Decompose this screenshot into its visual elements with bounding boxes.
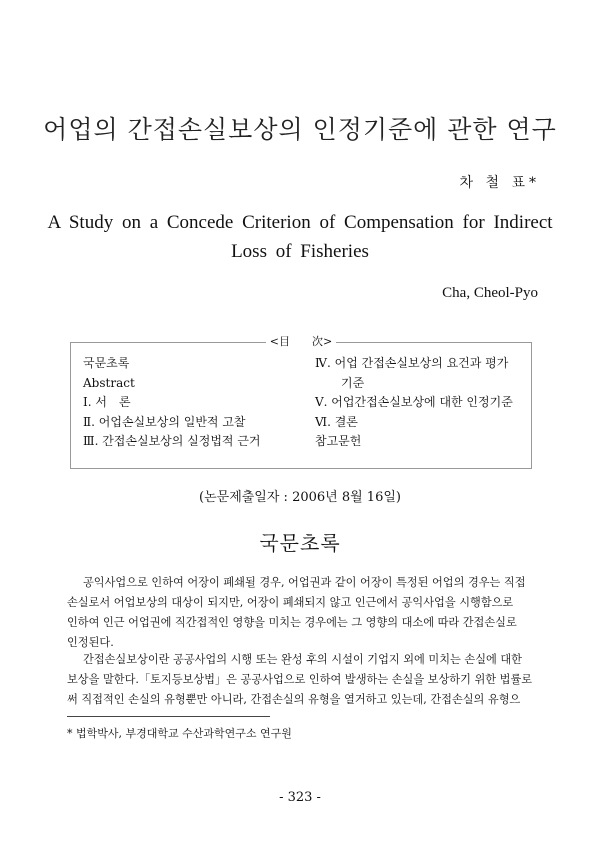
english-title-line-2: Loss of Fisheries [231,241,369,262]
toc-item: Ⅴ. 어업간접손실보상에 대한 인정기준 [315,395,513,409]
submission-date: (논문제출일자 : 2006년 8월 16일) [199,490,401,505]
toc-left-column [83,354,298,452]
toc-item: 참고문헌 [315,434,362,448]
toc-item: 국문초록 [83,356,130,370]
toc-item: Ⅲ. 간접손실보상의 실정법적 근거 [83,434,261,448]
text-line: 간접손실보상이란 공공사업의 시행 또는 완성 후의 시설이 기업지 외에 미치는 손실에 대한 [83,653,522,666]
page-number: - 323 - [279,790,321,805]
toc-item: Ⅳ. 어업 간접손실보상의 요건과 평가 [315,356,509,370]
text-line: 써 직접적인 손실의 유형뿐만 아니라, 간접손실의 유형을 열거하고 있는데, 간접손실의 유형으 [67,693,521,706]
text-line: 손실로서 어업보상의 대상이 되지만, 어장이 폐쇄되지 않고 인근에서 공익사업을 시행함으로 [67,596,514,609]
toc-item-continuation: 기준 [341,375,365,390]
text-line: 인하여 인근 어업권에 직간접적인 영향을 미치는 경우에는 그 영향의 대소에 따라 간접손실로 [67,616,517,629]
abstract-paragraph-1 [67,573,537,653]
footnote: * 법학박사, 부경대학교 수산과학연구소 연구원 [67,727,292,740]
toc-header [71,334,531,350]
abstract-paragraph-2 [67,650,537,710]
toc-item: Ⅱ. 어업손실보상의 일반적 고찰 [83,414,246,429]
english-title [40,208,560,266]
table-of-contents [70,335,532,469]
text-line: 보상을 말한다.「토지등보상법」은 공공사업으로 인하여 발생하는 손실을 보상하기 위한 법률로 [67,673,533,686]
toc-item: Ⅰ. 서 론 [83,395,131,409]
footnote-divider [67,716,270,717]
section-heading: 국문초록 [259,531,341,555]
toc-header-label: <目 次> [266,335,336,348]
korean-author: 차 철 표* [459,175,540,191]
english-title-line-1: A Study on a Concede Criterion of Compensation for Indirect [47,212,553,233]
toc-item: Ⅵ. 결론 [315,414,358,429]
toc-item: Abstract [83,375,135,390]
toc-right-column [315,354,527,452]
english-author: Cha, Cheol-Pyo [442,285,538,301]
text-line: 공익사업으로 인하여 어장이 폐쇄될 경우, 어업권과 같이 어장이 특정된 어업의 경우는 직접 [83,576,526,589]
text-line: 인정된다. [67,636,114,649]
korean-title: 어업의 간접손실보상의 인정기준에 관한 연구 [43,115,557,144]
